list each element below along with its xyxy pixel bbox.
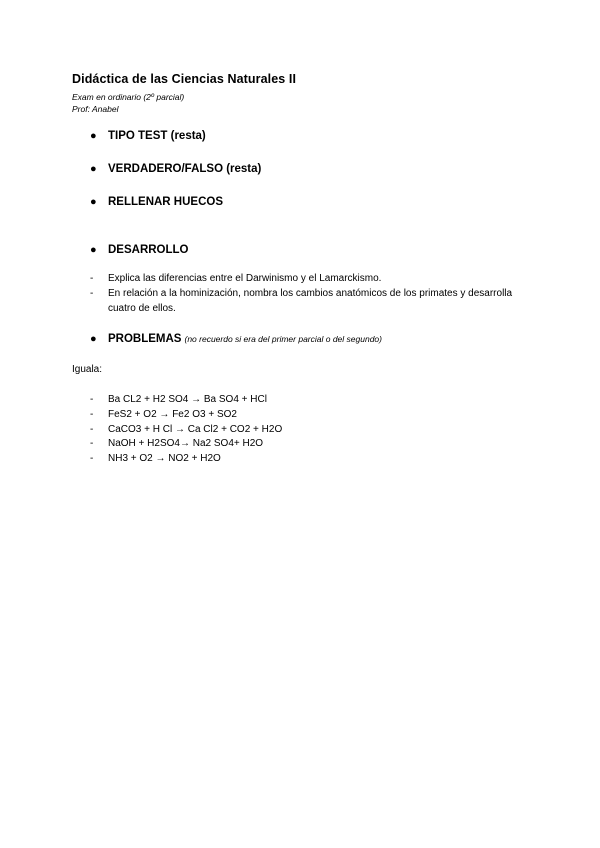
section-problemas bbox=[90, 333, 382, 345]
equation-text: FeS2 + O2 → Fe2 O3 + SO2 bbox=[108, 408, 237, 420]
dash-marker: - bbox=[90, 408, 94, 420]
dash-marker: - bbox=[90, 273, 94, 284]
desarrollo-question: En relación a la hominización, nombra los cambios anatómicos de los primates y desarrolla cuatro de ellos. bbox=[108, 288, 513, 314]
dash-marker: - bbox=[90, 394, 94, 405]
equation-list bbox=[90, 393, 282, 467]
equation-text: CaCO3 + H Cl → Ca Cl2 + CO2 + H2O bbox=[108, 423, 283, 435]
problemas-note: (no recuerdo si era del primer parcial o del segundo) bbox=[184, 334, 382, 344]
section-label: DESARROLLO bbox=[108, 244, 189, 256]
section-label: PROBLEMAS bbox=[108, 333, 182, 345]
section-label: TIPO TEST (resta) bbox=[108, 130, 206, 142]
dash-marker: - bbox=[90, 438, 94, 450]
list-item bbox=[90, 287, 528, 316]
section-tipo-test bbox=[90, 130, 206, 142]
equation-text: Ba CL2 + H2 SO4 → Ba SO4 + HCl bbox=[108, 394, 267, 405]
bullet-icon: ● bbox=[90, 333, 97, 345]
bullet-icon: ● bbox=[90, 196, 97, 208]
equation-text: NH3 + O2 → NO2 + H2O bbox=[108, 453, 221, 465]
professor-subtitle: Prof: Anabel bbox=[72, 104, 119, 114]
exam-subtitle: Exam en ordinario (2º parcial) bbox=[72, 92, 185, 102]
list-item bbox=[90, 393, 282, 408]
list-item bbox=[90, 452, 282, 467]
list-item bbox=[90, 423, 282, 438]
bullet-icon: ● bbox=[90, 130, 97, 142]
dash-marker: - bbox=[90, 423, 94, 435]
section-verdadero-falso bbox=[90, 163, 261, 175]
document-title: Didáctica de las Ciencias Naturales II bbox=[72, 72, 297, 86]
section-desarrollo bbox=[90, 244, 189, 256]
list-item bbox=[90, 272, 528, 287]
bullet-icon: ● bbox=[90, 163, 97, 175]
section-rellenar-huecos bbox=[90, 196, 223, 208]
section-label: RELLENAR HUECOS bbox=[108, 196, 224, 208]
section-label: VERDADERO/FALSO (resta) bbox=[108, 163, 262, 175]
bullet-icon: ● bbox=[90, 244, 97, 256]
iguala-label: Iguala: bbox=[72, 364, 103, 375]
list-item bbox=[90, 437, 282, 452]
dash-marker: - bbox=[90, 453, 94, 465]
dash-marker: - bbox=[90, 288, 94, 299]
equation-text: NaOH + H2SO4→ Na2 SO4+ H2O bbox=[108, 438, 264, 450]
desarrollo-question: Explica las diferencias entre el Darwinismo y el Lamarckismo. bbox=[108, 273, 382, 284]
list-item bbox=[90, 408, 282, 423]
